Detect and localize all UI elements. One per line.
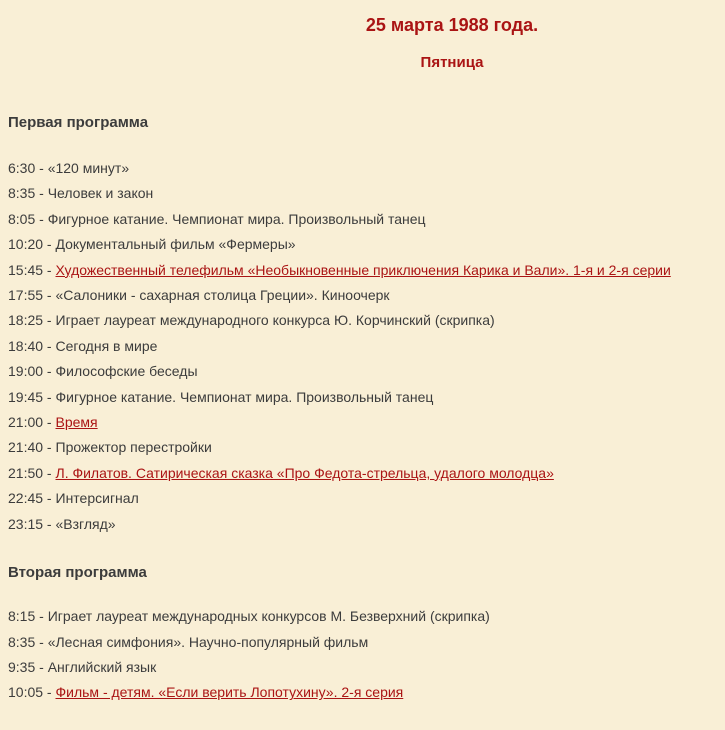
program-time: 19:00 <box>8 363 44 380</box>
program-time: 19:45 <box>8 388 44 405</box>
program-title: Документальный фильм «Фермеры» <box>55 236 296 253</box>
program-item <box>8 655 725 680</box>
program-separator: - <box>35 210 48 227</box>
program-time: 9:35 <box>8 658 36 675</box>
program-title: Играет лауреат международного конкурса Ю. Корчинский (скрипка) <box>55 312 495 329</box>
program-time: 17:55 <box>8 287 44 304</box>
program-title: «Взгляд» <box>55 515 116 532</box>
program-item <box>8 604 725 629</box>
program-item <box>8 283 725 308</box>
program-separator: - <box>43 312 56 329</box>
program-time: 15:45 <box>8 261 44 278</box>
program-separator: - <box>35 608 48 625</box>
program-separator: - <box>43 363 56 380</box>
program-title: «120 минут» <box>47 160 130 176</box>
program-separator: - <box>43 464 56 481</box>
section-title: Первая программа <box>8 114 149 131</box>
program-title: Интерсигнал <box>55 490 139 507</box>
program-separator: - <box>43 439 56 456</box>
program-separator: - <box>43 337 56 354</box>
program-link[interactable]: Художественный телефильм «Необыкновенные приключения Карика и Вали». 1-я и 2-я серии <box>55 261 671 278</box>
program-title: Сегодня в мире <box>55 337 158 354</box>
program-time: 8:15 <box>8 608 36 625</box>
program-title: Прожектор перестройки <box>55 439 212 456</box>
program-time: 21:00 <box>8 414 44 431</box>
program-link[interactable]: Время <box>55 414 98 431</box>
program-list <box>8 156 725 537</box>
program-item <box>8 435 725 460</box>
program-section <box>8 564 725 706</box>
program-time: 21:40 <box>8 439 44 456</box>
sections <box>8 114 725 706</box>
program-separator: - <box>43 236 56 253</box>
program-item <box>8 630 725 655</box>
program-separator: - <box>35 160 48 176</box>
program-section <box>8 114 725 537</box>
program-separator: - <box>43 261 56 278</box>
program-item <box>8 680 725 705</box>
program-item <box>8 461 725 486</box>
program-item <box>8 308 725 333</box>
tv-schedule-page <box>8 15 725 706</box>
program-time: 8:05 <box>8 210 36 227</box>
program-item <box>8 232 725 257</box>
program-time: 8:35 <box>8 185 36 202</box>
program-item <box>8 181 725 206</box>
program-link[interactable]: Фильм - детям. «Если верить Лопотухину». 2-я серия <box>55 684 404 701</box>
program-time: 10:20 <box>8 236 44 253</box>
program-item <box>8 207 725 232</box>
program-title: Фигурное катание. Чемпионат мира. Произвольный танец <box>55 388 434 405</box>
program-time: 18:25 <box>8 312 44 329</box>
page-date-title: 25 марта 1988 года. <box>365 15 539 35</box>
program-separator: - <box>35 185 48 202</box>
program-item <box>8 334 725 359</box>
program-title: Философские беседы <box>55 363 198 380</box>
program-item <box>8 258 725 283</box>
program-list <box>8 604 725 706</box>
program-time: 8:35 <box>8 633 36 650</box>
program-time: 22:45 <box>8 490 44 507</box>
program-title: Фигурное катание. Чемпионат мира. Произвольный танец <box>47 210 426 227</box>
weekday-title: Пятница <box>420 54 484 71</box>
program-separator: - <box>35 658 48 675</box>
program-separator: - <box>43 490 56 507</box>
program-separator: - <box>43 287 56 304</box>
program-separator: - <box>35 633 48 650</box>
program-separator: - <box>43 414 56 431</box>
program-item <box>8 410 725 435</box>
program-separator: - <box>43 388 56 405</box>
program-item <box>8 359 725 384</box>
program-item <box>8 156 725 181</box>
program-item <box>8 385 725 410</box>
program-time: 18:40 <box>8 337 44 354</box>
section-title: Вторая программа <box>8 564 147 582</box>
program-item <box>8 486 725 511</box>
program-title: Играет лауреат международных конкурсов М. Безверхний (скрипка) <box>47 608 490 625</box>
program-title: «Лесная симфония». Научно-популярный фильм <box>47 633 369 650</box>
program-time: 6:30 <box>8 160 36 176</box>
program-title: Английский язык <box>47 658 157 675</box>
program-link[interactable]: Л. Филатов. Сатирическая сказка «Про Федота-стрельца, удалого молодца» <box>55 464 554 481</box>
program-separator: - <box>43 515 56 532</box>
program-time: 23:15 <box>8 515 44 532</box>
program-time: 10:05 <box>8 684 44 701</box>
program-item <box>8 512 725 537</box>
program-title: Человек и закон <box>47 185 154 202</box>
program-title: «Салоники - сахарная столица Греции». Киноочерк <box>55 287 390 304</box>
program-separator: - <box>43 684 56 701</box>
program-time: 21:50 <box>8 464 44 481</box>
